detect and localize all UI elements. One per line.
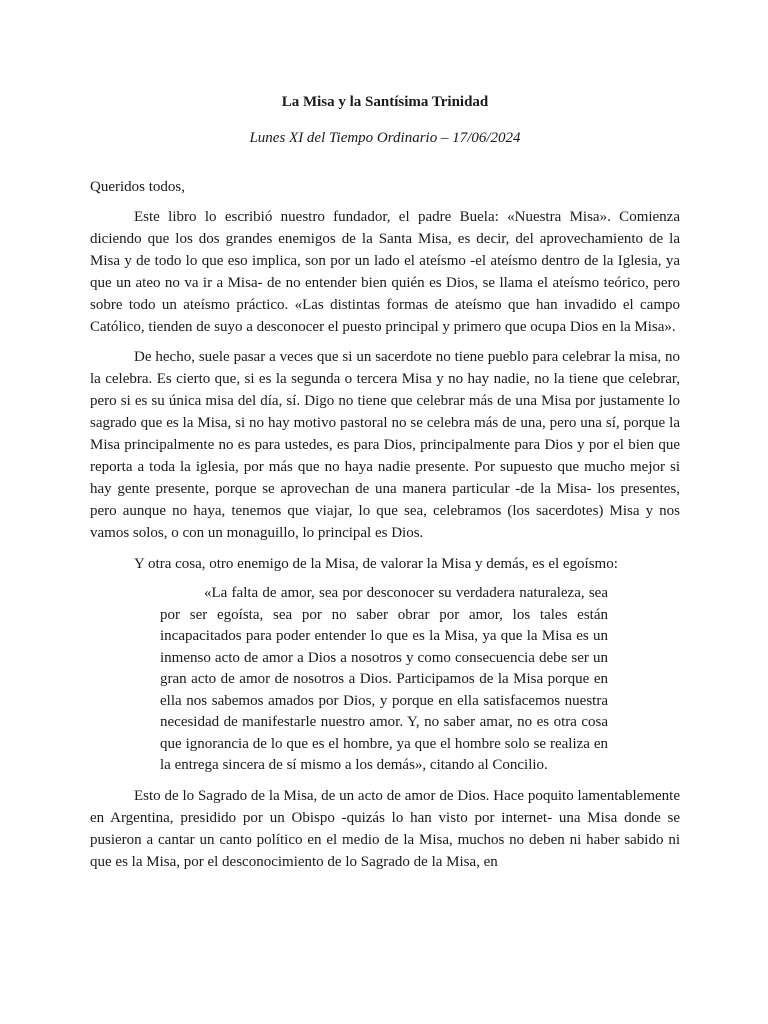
document-title: La Misa y la Santísima Trinidad xyxy=(281,94,489,110)
paragraph-3: Y otra cosa, otro enemigo de la Misa, de valorar la Misa y demás, es el egoísmo: xyxy=(134,556,618,572)
document-subtitle: Lunes XI del Tiempo Ordinario – 17/06/2024 xyxy=(249,130,521,146)
greeting: Queridos todos, xyxy=(90,179,185,195)
paragraph-1: Este libro lo escribió nuestro fundador, el padre Buela: «Nuestra Misa». Comienza diciendo que los dos grandes enemigos de la Santa Misa, es decir, del aprovechamiento de la Misa y de todo lo que eso implica, son por un lado el ateísmo -el ateísmo dentro de la Iglesia, ya que un ateo no va ir a Misa- de no entender bien quién es Dios, se llama el ateísmo teórico, pero sobre todo un ateísmo práctico. «Las distintas formas de ateísmo que han invadido el campo Católico, tienden de suyo a desconocer el puesto principal y primero que ocupa Dios en la Misa». xyxy=(90,209,680,335)
paragraph-4: Esto de lo Sagrado de la Misa, de un acto de amor de Dios. Hace poquito lamentablemente en Argentina, presidido por un Obispo -quizás lo han visto por internet- una Misa donde se pusieron a cantar un canto político en el medio de la Misa, muchos no deben ni haber sabido ni que es la Misa, por el desconocimiento de lo Sagrado de la Misa, en xyxy=(90,787,680,870)
document-page xyxy=(90,92,680,873)
block-quote: «La falta de amor, sea por desconocer su verdadera naturaleza, sea por ser egoísta, sea por no saber obrar por amor, los tales están incapacitados para poder entender lo que es la Misa, ya que la Misa es un inmenso acto de amor a Dios a nosotros y como consecuencia debe ser un gran acto de amor de nosotros a Dios. Participamos de la Misa porque en ella nos sabemos amados por Dios, y porque en ella satisfacemos nuestra necesidad de manifestarle nuestro amor. Y, no saber amar, no es otra cosa que ignorancia de lo que es el hombre, ya que el hombre solo se realiza en la entrega sincera de sí mismo a los demás», citando al Concilio. xyxy=(160,585,608,773)
paragraph-2: De hecho, suele pasar a veces que si un sacerdote no tiene pueblo para celebrar la misa, no la celebra. Es cierto que, si es la segunda o tercera Misa y no hay nadie, no la tiene que celebrar, pero si es su única misa del día, sí. Digo no tiene que celebrar más de una Misa por justamente lo sagrado que es la Misa, si no hay motivo pastoral no se celebra más de una, pero una sí, porque la Misa principalmente no es para ustedes, es para Dios, principalmente para Dios y por el bien que reporta a toda la iglesia, por más que no haya nadie presente. Por supuesto que mucho mejor si hay gente presente, porque se aprovechan de una manera particular -de la Misa- los presentes, pero aunque no haya, tenemos que viajar, lo que sea, celebramos (los sacerdotes) Misa y nos vamos solos, o con un monaguillo, lo principal es Dios. xyxy=(90,349,680,541)
